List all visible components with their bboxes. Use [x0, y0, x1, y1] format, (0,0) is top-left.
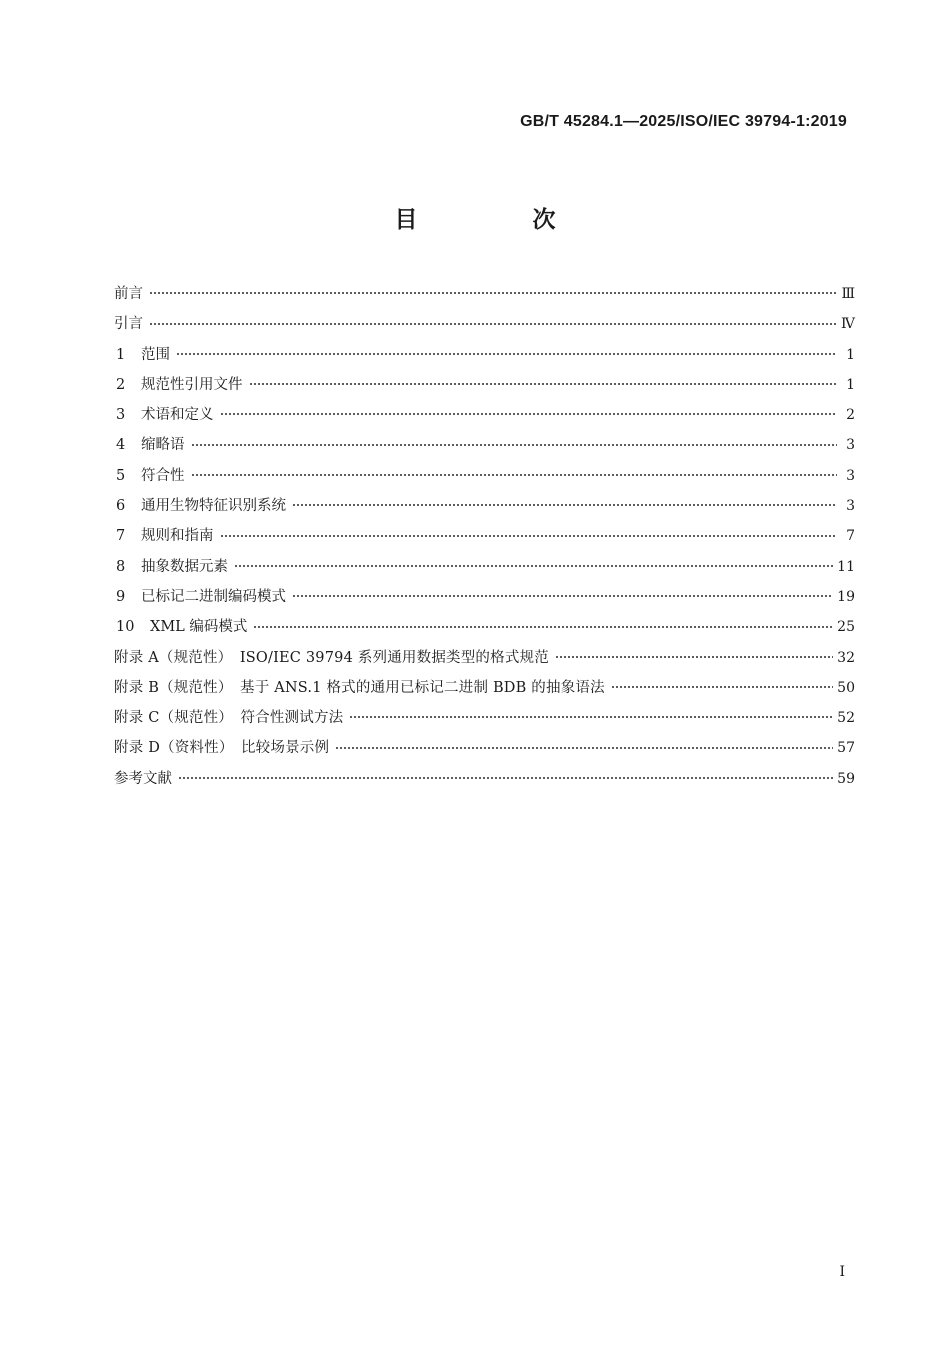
toc-entry-1[interactable]	[114, 343, 855, 373]
toc-entry-9[interactable]	[114, 585, 855, 615]
toc-entry-label: XML 编码模式	[150, 619, 248, 636]
dot-leader	[178, 770, 833, 785]
dot-leader	[234, 558, 833, 573]
dot-leader	[149, 286, 837, 301]
toc-entry-10[interactable]	[114, 615, 855, 645]
toc-entry-number: 5	[116, 467, 126, 484]
toc-entry-bibliography[interactable]	[114, 767, 855, 797]
toc-entry-7[interactable]	[114, 524, 855, 554]
toc-entry-annex-c[interactable]	[114, 706, 855, 736]
toc-entry-label: 规则和指南	[141, 528, 214, 545]
toc-entry-label: 引言	[114, 316, 143, 333]
dot-leader	[149, 316, 837, 331]
toc-entry-label: 缩略语	[141, 437, 185, 454]
page-title: 目 次	[394, 207, 602, 233]
dot-leader	[292, 588, 833, 603]
toc-entry-label: 附录 D（资料性） 比较场景示例	[114, 740, 330, 757]
toc-entry-page: 50	[837, 679, 855, 696]
toc-entry-number: 8	[116, 558, 126, 575]
dot-leader	[335, 740, 833, 755]
toc-entry-number: 6	[116, 498, 126, 515]
dot-leader	[253, 619, 833, 634]
toc-entry-page: 2	[846, 407, 855, 424]
toc-entry-label: 术语和定义	[141, 407, 214, 424]
dot-leader	[191, 437, 838, 452]
table-of-contents	[114, 282, 855, 797]
toc-entry-number: 1	[116, 346, 126, 363]
standard-code: GB/T 45284.1—2025/ISO/IEC 39794-1:2019	[520, 113, 847, 130]
toc-entry-5[interactable]	[114, 464, 855, 494]
toc-entry-4[interactable]	[114, 433, 855, 463]
toc-entry-page: 11	[837, 558, 855, 575]
toc-entry-number: 10	[116, 619, 135, 636]
toc-entry-label: 已标记二进制编码模式	[141, 588, 286, 605]
toc-entry-label: 范围	[141, 346, 170, 363]
toc-entry-number: 9	[116, 588, 126, 605]
toc-entry-annex-b[interactable]	[114, 676, 855, 706]
toc-entry-number: 7	[116, 528, 126, 545]
toc-entry-2[interactable]	[114, 373, 855, 403]
toc-entry-label: 附录 B（规范性） 基于 ANS.1 格式的通用已标记二进制 BDB 的抽象语法	[114, 679, 605, 696]
dot-leader	[176, 346, 837, 361]
toc-entry-label: 符合性	[141, 467, 185, 484]
toc-entry-number: 4	[116, 437, 126, 454]
toc-entry-annex-d[interactable]	[114, 736, 855, 766]
toc-entry-3[interactable]	[114, 403, 855, 433]
toc-entry-8[interactable]	[114, 555, 855, 585]
dot-leader	[292, 498, 837, 513]
toc-entry-page: Ⅲ	[841, 286, 855, 302]
dot-leader	[249, 376, 838, 391]
toc-entry-label: 附录 C（规范性） 符合性测试方法	[114, 710, 344, 727]
toc-entry-page: 1	[846, 346, 855, 363]
toc-entry-page: 19	[837, 588, 855, 605]
toc-entry-page: 3	[846, 498, 855, 515]
dot-leader	[220, 528, 838, 543]
toc-entry-page: 57	[837, 740, 855, 757]
toc-entry-page: Ⅳ	[841, 316, 855, 333]
toc-entry-page: 3	[846, 467, 855, 484]
toc-entry-label: 抽象数据元素	[141, 558, 228, 575]
toc-entry-page: 7	[846, 528, 855, 545]
toc-entry-page: 25	[837, 619, 855, 636]
toc-entry-label: 附录 A（规范性） ISO/IEC 39794 系列通用数据类型的格式规范	[114, 649, 549, 666]
toc-entry-page: 3	[846, 437, 855, 454]
toc-entry-label: 通用生物特征识别系统	[141, 498, 286, 515]
toc-entry-page: 32	[837, 649, 855, 666]
dot-leader	[611, 679, 833, 694]
toc-entry-label: 前言	[114, 286, 143, 302]
toc-entry-page: 1	[846, 376, 855, 393]
toc-entry-label: 参考文献	[114, 770, 172, 787]
toc-entry-page: 52	[837, 710, 855, 727]
page-number: I	[839, 1264, 845, 1280]
toc-entry-introduction[interactable]	[114, 312, 855, 342]
dot-leader	[349, 710, 833, 725]
dot-leader	[220, 407, 838, 422]
toc-entry-foreword[interactable]	[114, 282, 855, 312]
dot-leader	[191, 467, 838, 482]
toc-entry-label: 规范性引用文件	[141, 376, 243, 393]
toc-entry-6[interactable]	[114, 494, 855, 524]
toc-entry-number: 2	[116, 376, 126, 393]
toc-entry-annex-a[interactable]	[114, 646, 855, 676]
toc-entry-page: 59	[837, 770, 855, 787]
toc-entry-number: 3	[116, 407, 126, 424]
dot-leader	[555, 649, 833, 664]
